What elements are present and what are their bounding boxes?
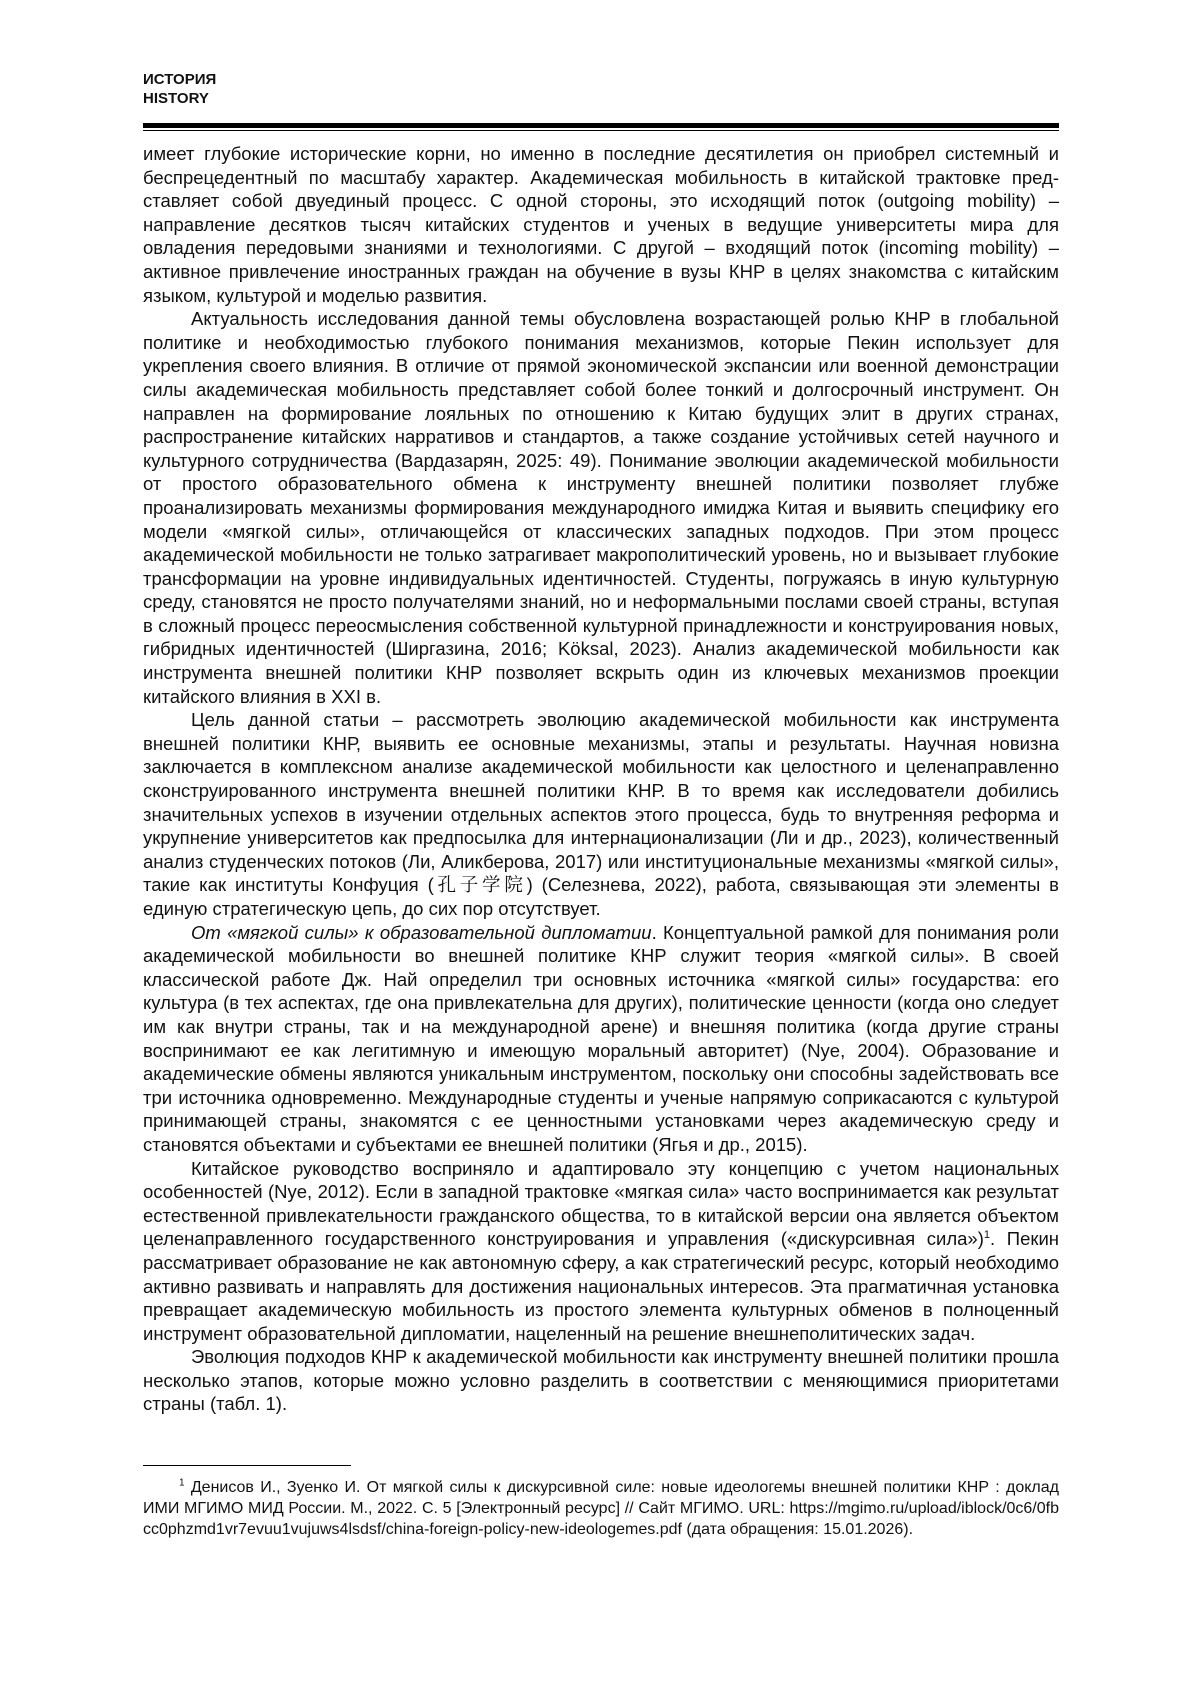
section-header (143, 70, 216, 108)
footnote-url-link[interactable]: https://mgimo.ru/upload/iblock/0c6/0fbcc0phzmd1vr7evuu1vujuws4lsdsf/china-foreign-policy-new-ideologemes.pdf (143, 1500, 1059, 1538)
paragraph-4 (143, 921, 1059, 1157)
footnote (143, 1477, 1059, 1540)
paragraph-5-text-b: . Пекин рассматривает образование не как автономную сферу, а как стратегический ресурс, который необходимо активно развивать и направлять для достижения национальных интересов. Эта прагматичная установка превращает академическую мобильность из простого элемента культурных обменов в полноценный инструмент образовательной дипломатии, нацеленный на решение внешнеполитических задач. (143, 1228, 1060, 1344)
footnote-separator (143, 1465, 351, 1466)
paragraph-5 (143, 1157, 1059, 1346)
header-rule-thin (143, 130, 1059, 131)
section-title-ru: ИСТОРИЯ (143, 71, 217, 88)
paragraph-2: Актуальность исследования данной темы обусловлена возрастающей ролью КНР в глобальной политике и необходимостью глубокого понимания механизмов, которые Пекин использует для укрепления своего влияния. В отличие от прямой экономической экспансии или военной демонстрации силы академическая мобильность представляет собой более тонкий и долгосрочный инструмент. Он направлен на формирование лояльных по отношению к Китаю будущих элит в других странах, распространение китайских нарративов и стандартов, а также создание устойчивых сетей научного и культурного сотрудничества (Вардазарян, 2025: 49). Понимание эволюции академической мобильности от простого образовательного обмена к инструменту внешней политики позволяет глубже проанализировать механизмы формирования международного имиджа Китая и выявить специфику его модели «мягкой силы», отличающейся от классических западных подходов. При этом процесс академической мобильности не только затрагивает макрополитический уровень, но и вызывает глубокие трансформации на уровне индивидуальных идентичностей. Студенты, погружаясь в иную культурную среду, становятся не просто получателями знаний, но и неформальными послами своей страны, вступая в сложный процесс переосмысления собственной культурной принадлежности и конструирования новых, гибридных идентичностей (Ширгазина, 2016; Köksal, 2023). Анализ академической мобильности как инструмента внешней политики КНР позволяет вскрыть один из ключевых механизмов проекции китайского влияния в XXI в. (143, 308, 1059, 707)
paragraph-6: Эволюция подходов КНР к академической мобильности как инструменту внешней политики прошла несколько этапов, которые можно условно разделить в соответствии с меняющимися приоритетами страны (табл. 1). (143, 1346, 1059, 1415)
footnote-access-date: (дата обращения: 15.01.2026). (681, 1521, 914, 1538)
paragraph-5-text-a: Китайское руководство восприняло и адаптировало эту концепцию с учетом национальных особенностей (Nye, 2012). Если в западной трактовке «мягкая сила» часто воспринимается как результат естественной привлекательности гражданского общества, то в китайской версии она является объектом целенаправленного государственного конструирования и управления («дискурсивная сила») (143, 1157, 1059, 1250)
header-rule-thick (143, 123, 1059, 128)
article-body (143, 142, 1059, 1416)
section-title-en: HISTORY (143, 90, 209, 107)
paragraph-4-text: . Концептуальной рамкой для понимания роли академической мобильности во внешней политике КНР служит теория «мягкой силы». В своей классической работе Дж. Най определил три основных источника «мягкой силы» государства: его культура (в тех аспектах, где она привлекательна для других), политические ценности (когда оно следует им как внутри страны, так и на международной арене) и внешняя политика (когда другие страны воспринимают ее как легитимную и имеющую моральный авторитет) (Nye, 2004). Образование и академические обмены являются уникальным инструментом, поскольку они способны задействовать все три источника одновременно. Международные студенты и ученые напрямую соприкасаются с культурой принимающей страны, знакомятся с ее ценностными установками через академическую среду и становятся объектами и субъектами ее внешней политики (Ягья и др., 2015). (143, 921, 1059, 1155)
footnote-marker: 1 (179, 1477, 185, 1489)
footnote-ref[interactable]: 1 (983, 1229, 990, 1242)
paragraph-1: имеет глубокие исторические корни, но именно в последние десятилетия он приобрел системный и беспрецедентный по масштабу характер. Академическая мобильность в китайской трактовке представляет собой двуединый процесс. С одной стороны, это исходящий поток (outgoing mobility) – направление десятков тысяч китайских студентов и ученых в ведущие университеты мира для овладения передовыми знаниями и технологиями. С другой – входящий поток (incoming mobility) – активное привлечение иностранных граждан на обучение в вузы КНР в целях знакомства с китайским языком, культурой и моделью развития. (143, 143, 1059, 306)
section-subheading: От «мягкой силы» к образовательной дипломатии (191, 921, 652, 943)
paragraph-3: Цель данной статьи – рассмотреть эволюцию академической мобильности как инструмента внешней политики КНР, выявить ее основные механизмы, этапы и результаты. Научная новизна заключается в комплексном анализе академической мобильности как целостного и целенаправленно сконструированного инструмента внешней политики КНР. В то время как исследователи добились значительных успехов в изучении отдельных аспектов этого процесса, будь то внутренняя реформа и укрупнение университетов как предпосылка для интернационализации (Ли и др., 2023), количественный анализ студенческих потоков (Ли, Аликберова, 2017) или институциональные механизмы «мягкой силы», такие как институты Конфуция (孔子学院) (Селезнева, 2022), работа, связывающая эти элементы в единую стратегическую цепь, до сих пор отсутствует. (143, 709, 1059, 919)
footnote-text: Денисов И., Зуенко И. От мягкой силы к дискурсивной силе: новые идеологемы внешней политики КНР : доклад ИМИ МГИМО МИД России. М., 2022. С. 5 [Электронный ресурс] // Сайт МГИМО. URL: (143, 1479, 1059, 1517)
